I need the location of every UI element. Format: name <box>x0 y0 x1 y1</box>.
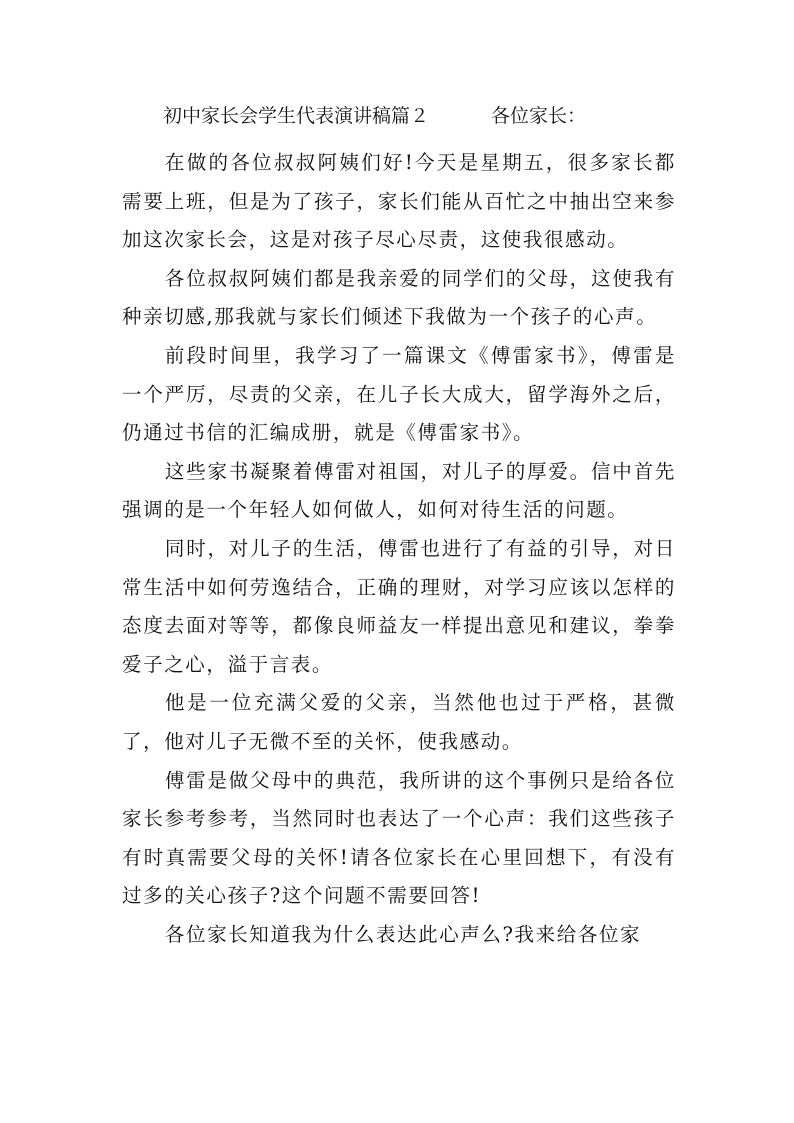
paragraph: 他是一位充满父爱的父亲，当然他也过于严格，甚微了，他对儿子无微不至的关怀，使我感动。 <box>122 691 676 753</box>
salutation: 各位家长： <box>491 105 587 127</box>
paragraph: 同时，对儿子的生活，傅雷也进行了有益的引导，对日常生活中如何劳逸结合，正确的理财，对学习应该以怎样的态度去面对等等，都像良师益友一样提出意见和建议，拳拳爱子之心，溢于言表。 <box>122 536 676 676</box>
paragraph: 各位叔叔阿姨们都是我亲爱的同学们的父母，这使我有种亲切感,那我就与家长们倾述下我做为一个孩子的心声。 <box>122 266 676 329</box>
title-line <box>163 103 683 129</box>
paragraph: 这些家书凝聚着傅雷对祖国，对儿子的厚爱。信中首先强调的是一个年轻人如何做人，如何对待生活的问题。 <box>122 459 676 522</box>
paragraph: 在做的各位叔叔阿姨们好!今天是星期五，很多家长都需要上班，但是为了孩子，家长们能从百忙之中抽出空来参加这次家长会，这是对孩子尽心尽责，这使我很感动。 <box>122 151 676 252</box>
paragraph: 各位家长知道我为什么表达此心声么?我来给各位家 <box>164 922 642 946</box>
paragraph: 前段时间里，我学习了一篇课文《傅雷家书》，傅雷是一个严厉，尽责的父亲，在儿子长大成大，留学海外之后，仍通过书信的汇编成册，就是《傅雷家书》。 <box>122 343 676 445</box>
document-title: 初中家长会学生代表演讲稿篇２ <box>163 105 430 127</box>
paragraph: 傅雷是做父母中的典范，我所讲的这个事例只是给各位家长参考参考，当然同时也表达了一个心声：我们这些孩子有时真需要父母的关怀!请各位家长在心里回想下，有没有过多的关心孩子?这个问题不需要回答! <box>122 768 676 908</box>
speech-body <box>122 144 676 954</box>
